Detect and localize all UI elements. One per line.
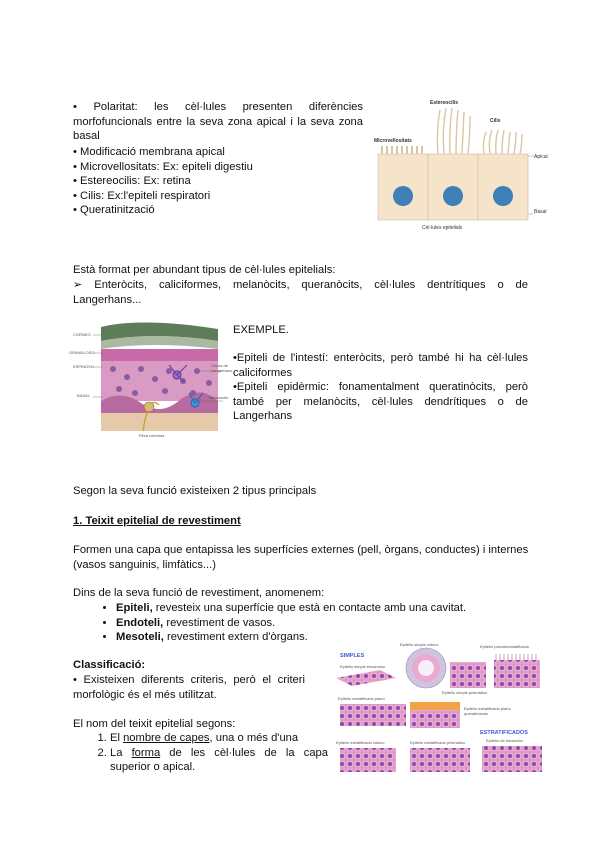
label-stratified-prismatic: Epitelio estratificado prismático bbox=[410, 740, 466, 745]
simple-cuboidal-tube bbox=[406, 648, 446, 688]
example-item-intestine: •Epiteli de l'intestí: enteròcits, però també hi ha cèl·lules caliciformes bbox=[233, 352, 528, 379]
epithelial-cells-figure bbox=[372, 96, 552, 236]
stratified-squamous bbox=[340, 704, 406, 726]
section-heading: 1. Teixit epitelial de revestiment bbox=[73, 515, 241, 527]
classification-title: Classificació: bbox=[73, 659, 146, 671]
function-intro: Segon la seva funció existeixen 2 tipus principals bbox=[73, 485, 317, 497]
nucleus bbox=[443, 186, 463, 206]
naming-criteria bbox=[92, 731, 328, 775]
term-item: • Endoteli, revestiment de vasos. bbox=[116, 616, 536, 631]
stratified-columnar bbox=[410, 748, 470, 772]
label-simple-squamous: Epitelio simple escamoso bbox=[340, 664, 386, 669]
label-stratified-cubic: Epitelio estratificado cúbico bbox=[336, 740, 385, 745]
label-apical: Apical bbox=[534, 154, 548, 160]
label-granulosum: GRANULOSO bbox=[69, 350, 95, 355]
term-item: • Epiteli, revesteix una superfície que està en contacte amb una cavitat. bbox=[116, 601, 536, 616]
polarity-bullets bbox=[73, 145, 363, 218]
polarity-bullet: • Microvellositats: Ex: epiteli digestiu bbox=[73, 160, 253, 173]
stereocilia bbox=[437, 108, 470, 154]
pseudostratified bbox=[494, 654, 540, 688]
figure-caption: Cèl·lules epitelials bbox=[422, 225, 463, 231]
epidermis-svg bbox=[73, 319, 225, 439]
polarity-bullet: • Queratinització bbox=[73, 204, 155, 217]
nucleus bbox=[393, 186, 413, 206]
simple-squamous bbox=[336, 670, 396, 686]
polarity-bullet: • Cilis: Ex:l'epiteli respiratori bbox=[73, 189, 211, 202]
label-melanocyte: Melanocito bbox=[209, 395, 229, 400]
polarity-intro: • Polaritat: les cèl·lules presenten diferències morfofuncionals entre la seva zona apical i la seva zona basal bbox=[73, 101, 363, 143]
epithelium-types-svg bbox=[330, 640, 550, 792]
label-estratificados: ESTRATIFICADOS bbox=[480, 730, 528, 736]
label-microvilli: Microvellositats bbox=[374, 138, 412, 144]
stratum-granulosum bbox=[101, 349, 218, 361]
dermis bbox=[101, 413, 218, 431]
transitional bbox=[482, 746, 542, 772]
naming-intro: Dins de la seva funció de revestiment, anomenem: bbox=[73, 587, 325, 599]
types-list: ➢ Enteròcits, caliciformes, melanòcits, queranòcits, cèl·lules dentrítiques o de Langerhans... bbox=[73, 279, 528, 306]
label-corneum: CORNEO bbox=[73, 332, 91, 337]
stratified-cuboidal bbox=[340, 748, 396, 772]
section-paragraph: Formen una capa que entapissa les superfícies externes (pell, òrgans, conductes) i internes (vasos sanguinis, limfàtics...) bbox=[73, 544, 529, 571]
types-intro: Està format per abundant tipus de cèl·lules epitelials: bbox=[73, 264, 336, 276]
label-langerhans: Célula de Langerhans bbox=[211, 363, 233, 373]
terms-list bbox=[102, 601, 536, 645]
criteria-item: 2. La forma de les cèl·lules de la capa superior o apical. bbox=[110, 746, 328, 775]
label-simples: SIMPLES bbox=[340, 653, 365, 659]
label-stratified-keratinized: Epitelio estratificado plano queratinizado bbox=[464, 706, 511, 716]
stratified-keratinized bbox=[410, 702, 460, 728]
example-title: EXEMPLE. bbox=[233, 324, 289, 336]
simple-columnar bbox=[450, 662, 486, 688]
label-stereocilia: Estereocilis bbox=[430, 100, 459, 106]
polarity-bullet: • Modificació membrana apical bbox=[73, 146, 225, 158]
name-intro: El nom del teixit epitelial segons: bbox=[73, 718, 236, 730]
criteria-item: 1. El nombre de capes, una o més d'una bbox=[110, 731, 328, 746]
label-transitional: Epitelio de transición bbox=[486, 738, 523, 743]
cilia bbox=[483, 130, 522, 154]
epidermis-figure bbox=[69, 319, 233, 439]
merkel-cell bbox=[144, 402, 154, 412]
term-item: • Mesoteli, revestiment extern d'òrgans. bbox=[116, 630, 536, 645]
polarity-bullet: • Estereocilis: Ex: retina bbox=[73, 175, 191, 188]
label-simple-columnar: Epitelio simple prismático bbox=[442, 690, 488, 695]
epithelial-cells-svg bbox=[372, 96, 552, 236]
epithelium-types-figure bbox=[330, 640, 550, 792]
label-stratified-flat: Epitelio estratificado plano bbox=[338, 696, 385, 701]
label-basal-layer: BASAL bbox=[77, 393, 90, 398]
label-cilia: Cilis bbox=[490, 118, 501, 124]
label-nerve: Fibra nerviosa bbox=[139, 433, 165, 438]
label-pseudostratified: Epitelio pseudoestratificado bbox=[480, 644, 529, 649]
label-basal: Basal bbox=[534, 209, 547, 215]
nucleus bbox=[493, 186, 513, 206]
classification-text: • Existeixen diferents criteris, però el criteri morfològic és el més utilitzat. bbox=[73, 674, 305, 701]
label-spinosum: ESPINOSO bbox=[73, 364, 94, 369]
label-simple-cubic: Epitelio simple cúbico bbox=[400, 642, 439, 647]
example-item-epidermis: •Epiteli epidèrmic: fonamentalment queratinòcits, però també per melanòcits, cèl·lules dendrítiques o de Langerhans bbox=[233, 381, 528, 423]
microvilli bbox=[382, 146, 422, 154]
